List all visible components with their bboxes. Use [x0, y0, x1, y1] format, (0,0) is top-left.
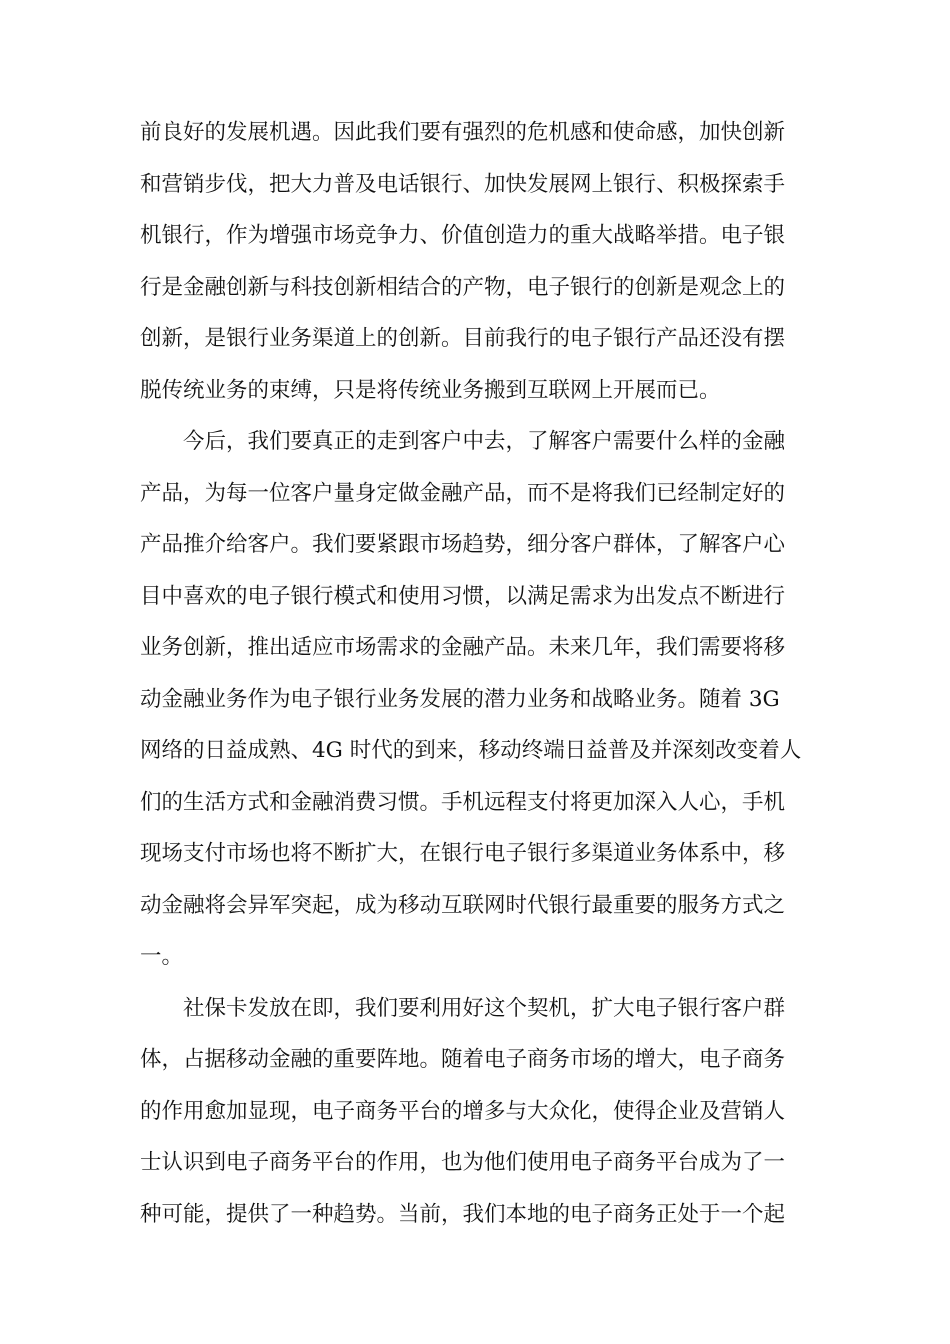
text-line: 和营销步伐，把大力普及电话银行、加快发展网上银行、积极探索手 — [140, 171, 786, 197]
text-line: 业务创新，推出适应市场需求的金融产品。未来几年，我们需要将移 — [140, 635, 786, 660]
text-line: 一。 — [140, 944, 184, 969]
text-line: 网络的日益成熟、4G 时代的到来，移动终端日益普及并深刻改变着人 — [140, 738, 802, 763]
text-line: 体，占据移动金融的重要阵地。随着电子商务市场的增大，电子商务 — [140, 1047, 786, 1072]
document-body — [140, 107, 840, 1240]
text-line: 行是金融创新与科技创新相结合的产物，电子银行的创新是观念上的 — [140, 274, 786, 300]
text-line: 机银行，作为增强市场竞争力、价值创造力的重大战略举措。电子银 — [140, 223, 786, 248]
paragraph-3 — [140, 983, 840, 1241]
text-line: 动金融业务作为电子银行业务发展的潜力业务和战略业务。随着 3G — [140, 686, 780, 712]
paragraph-2 — [140, 416, 840, 983]
text-line: 产品，为每一位客户量身定做金融产品，而不是将我们已经制定好的 — [140, 480, 786, 506]
text-line: 们的生活方式和金融消费习惯。手机远程支付将更加深入人心，手机 — [140, 789, 786, 815]
text-line: 的作用愈加显现，电子商务平台的增多与大众化，使得企业及营销人 — [140, 1098, 786, 1124]
paragraph-1 — [140, 107, 840, 416]
text-line: 目中喜欢的电子银行模式和使用习惯，以满足需求为出发点不断进行 — [140, 583, 786, 609]
text-line: 前良好的发展机遇。因此我们要有强烈的危机感和使命感，加快创新 — [140, 120, 786, 145]
text-line: 动金融将会异军突起，成为移动互联网时代银行最重要的服务方式之 — [140, 892, 786, 918]
text-line: 产品推介给客户。我们要紧跟市场趋势，细分客户群体，了解客户心 — [140, 532, 786, 557]
text-line: 脱传统业务的束缚，只是将传统业务搬到互联网上开展而已。 — [140, 377, 721, 403]
text-line: 创新，是银行业务渠道上的创新。目前我行的电子银行产品还没有摆 — [140, 326, 786, 351]
text-line: 种可能，提供了一种趋势。当前，我们本地的电子商务正处于一个起 — [140, 1201, 786, 1227]
text-line: 现场支付市场也将不断扩大，在银行电子银行多渠道业务体系中，移 — [140, 841, 786, 866]
text-line: 士认识到电子商务平台的作用，也为他们使用电子商务平台成为了一 — [140, 1150, 786, 1175]
text-line: 社保卡发放在即，我们要利用好这个契机，扩大电子银行客户群 — [183, 995, 786, 1021]
text-line: 今后，我们要真正的走到客户中去，了解客户需要什么样的金融 — [183, 429, 786, 454]
